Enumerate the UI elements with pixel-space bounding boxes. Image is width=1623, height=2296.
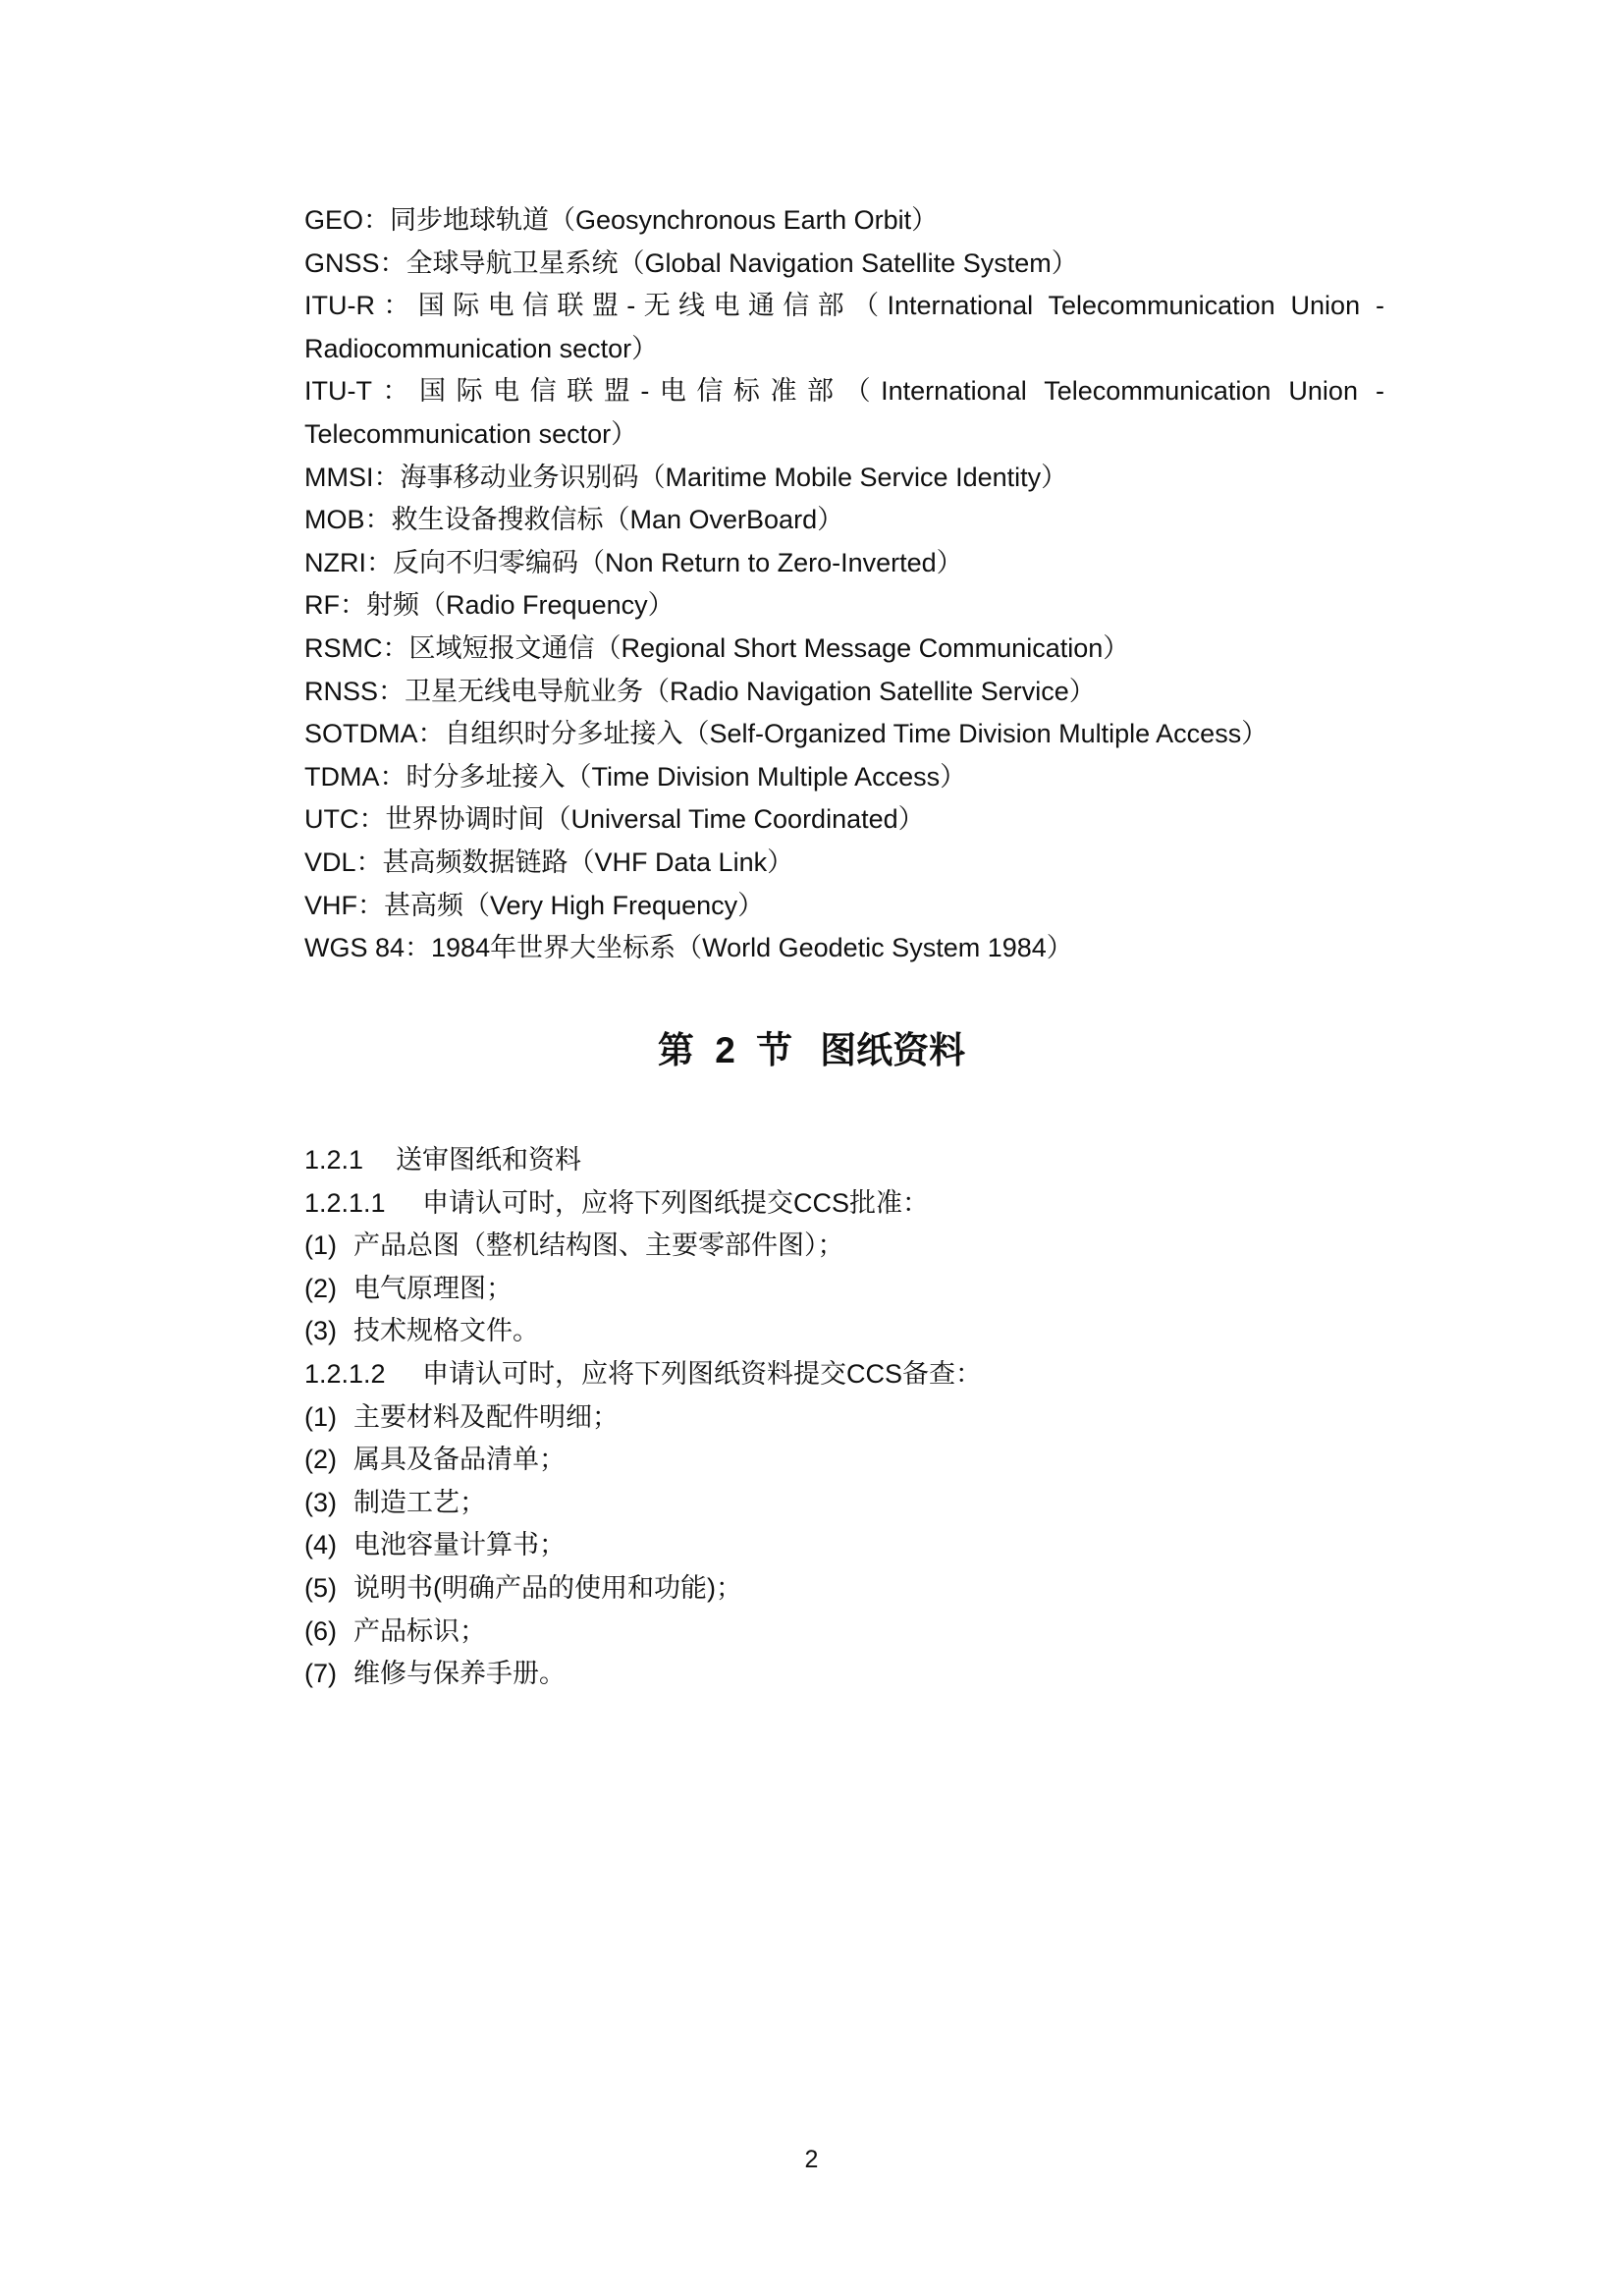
abbreviation-entry: SOTDMA：自组织时分多址接入（Self-Organized Time Division Multiple Access） xyxy=(304,719,1269,749)
subsection-title: 送审图纸和资料 xyxy=(396,1145,581,1175)
list-item xyxy=(304,1567,1384,1611)
abbreviation-entry: VHF：甚高频（Very High Frequency） xyxy=(304,890,765,920)
abbreviation-list xyxy=(304,199,1384,970)
list-item-text: 说明书(明确产品的使用和功能)； xyxy=(353,1572,742,1603)
list-item-number: (1) xyxy=(304,1401,337,1432)
clause-text: 申请认可时，应将下列图纸提交CCS批准： xyxy=(422,1187,930,1218)
list-item-number: (6) xyxy=(304,1615,337,1646)
list-item-text: 维修与保养手册。 xyxy=(353,1659,566,1689)
abbreviation-entry: MOB：救生设备搜救信标（Man OverBoard） xyxy=(304,505,844,535)
list-item xyxy=(304,1396,1384,1440)
subsection-heading xyxy=(304,1139,1384,1182)
list-item-text: 产品总图（整机结构图、主要零部件图）； xyxy=(353,1230,844,1261)
list-item-number: (1) xyxy=(304,1230,337,1261)
section-heading xyxy=(0,1026,1623,1075)
abbreviation-entry: TDMA：时分多址接入（Time Division Multiple Access） xyxy=(304,761,967,792)
list-item-text: 主要材料及配件明细； xyxy=(353,1401,619,1432)
list-item-number: (2) xyxy=(304,1445,337,1475)
list-item xyxy=(304,1225,1384,1268)
list-item xyxy=(304,1524,1384,1567)
clause-text: 申请认可时，应将下列图纸资料提交CCS备查： xyxy=(422,1358,983,1389)
list-item-number: (3) xyxy=(304,1487,337,1517)
list-item-number: (7) xyxy=(304,1659,337,1689)
clause xyxy=(304,1182,1384,1226)
clause-number: 1.2.1.2 xyxy=(304,1358,386,1389)
list-item xyxy=(304,1653,1384,1696)
abbreviation-entry: GNSS：全球导航卫星系统（Global Navigation Satellite System） xyxy=(304,247,1078,278)
abbreviation-entry: RF：射频（Radio Frequency） xyxy=(304,590,675,621)
abbreviation-entry: ITU-T：国际电信联盟-电信标准部（International Telecommunication Union - xyxy=(304,376,1384,407)
list-item xyxy=(304,1268,1384,1311)
abbreviation-entry: WGS 84：1984年世界大坐标系（World Geodetic System 1984） xyxy=(304,933,1073,963)
list-item-number: (2) xyxy=(304,1273,337,1303)
list-item xyxy=(304,1439,1384,1482)
abbreviation-entry: RSMC：区域短报文通信（Regional Short Message Communication） xyxy=(304,632,1130,663)
list-item-text: 属具及备品清单； xyxy=(353,1445,566,1475)
list-item xyxy=(304,1482,1384,1525)
abbreviation-entry: NZRI：反向不归零编码（Non Return to Zero-Inverted） xyxy=(304,547,963,577)
list-item-text: 产品标识； xyxy=(353,1615,486,1646)
list-item-number: (3) xyxy=(304,1316,337,1346)
list-item-number: (4) xyxy=(304,1530,337,1560)
list-item-text: 电气原理图； xyxy=(353,1273,513,1303)
page-number: 2 xyxy=(804,2146,819,2173)
abbreviation-entry: UTC：世界协调时间（Universal Time Coordinated） xyxy=(304,804,925,835)
abbreviation-entry: ITU-R：国际电信联盟-无线电通信部（International Telecommunication Union - xyxy=(304,291,1384,321)
list-item-number: (5) xyxy=(304,1572,337,1603)
list-item-text: 技术规格文件。 xyxy=(353,1316,539,1346)
list-item-text: 电池容量计算书； xyxy=(353,1530,566,1560)
clause xyxy=(304,1353,1384,1396)
section-title: 图纸资料 xyxy=(820,1030,966,1070)
abbreviation-entry: GEO：同步地球轨道（Geosynchronous Earth Orbit） xyxy=(304,205,939,235)
list-item-text: 制造工艺； xyxy=(353,1487,486,1517)
clause-number: 1.2.1.1 xyxy=(304,1187,386,1218)
abbreviation-entry: MMSI：海事移动业务识别码（Maritime Mobile Service Identity） xyxy=(304,462,1068,492)
abbreviation-entry: VDL：甚高频数据链路（VHF Data Link） xyxy=(304,847,794,877)
abbreviation-entry-continuation: Telecommunication sector） xyxy=(304,418,638,449)
list-item xyxy=(304,1611,1384,1654)
section-number: 第 2 节 xyxy=(657,1030,793,1070)
subsection-number: 1.2.1 xyxy=(304,1145,364,1175)
list-item xyxy=(304,1310,1384,1353)
abbreviation-entry-continuation: Radiocommunication sector） xyxy=(304,333,659,363)
requirements-block xyxy=(304,1139,1384,1696)
abbreviation-entry: RNSS：卫星无线电导航业务（Radio Navigation Satellite Service） xyxy=(304,676,1096,706)
